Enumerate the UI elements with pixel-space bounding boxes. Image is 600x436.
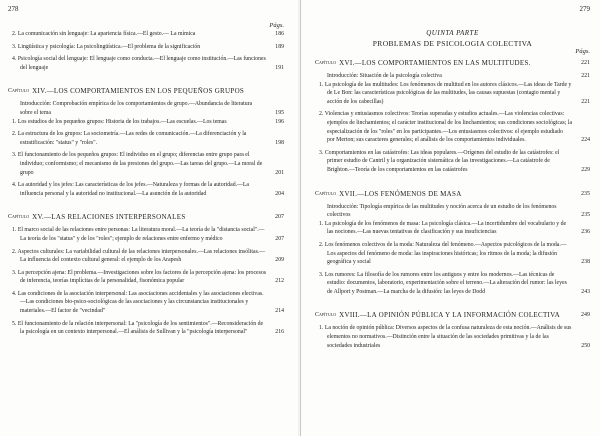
page-ref: 250 — [581, 342, 590, 349]
page-ref: 198 — [275, 139, 284, 146]
chapter-heading-xiv — [8, 87, 284, 96]
entry-body: Las condiciones de la asociación interpersonal: Las asociaciones accidentales y las asociaciones electivas.—Las condiciones bio-psico-sociológicas de las asociaciones y las circunstancias institucionales y materiales.—El factor de "vecindad" — [17, 290, 264, 315]
page-ref: 243 — [581, 288, 590, 295]
entry-body: La autoridad y los jefes: Las características de los jefes.—Naturaleza y formas de la autoridad.—La influencia personal y la autoridad no institucional.—La asunción de la autoridad — [17, 182, 249, 197]
entry-body: El funcionamiento de la relación interpersonal: La "psicología de los sentimientos".—Reconsideración de la psicología en un contexto interpersonal.—El análisis de Sullivan y la "psicología interpersonal" — [17, 320, 264, 336]
toc-entry — [8, 181, 284, 198]
chapter-label: Capítulo — [315, 60, 337, 66]
entry-text — [12, 226, 266, 243]
toc-entry — [8, 55, 284, 72]
entry-text — [12, 181, 266, 198]
entry-number: 3. — [319, 271, 324, 278]
toc-entry — [8, 248, 284, 265]
page-ref: 221 — [581, 60, 590, 66]
entry-text — [12, 290, 266, 316]
toc-entry — [8, 269, 284, 286]
page-ref: 235 — [581, 190, 590, 197]
entry-body: La estructura de los grupos: La sociometría.—Las redes de comunicación.—La diferenciación y la estratificación: "status" y "roles". — [17, 131, 247, 146]
chapter-heading-xv — [8, 213, 284, 222]
entry-text — [319, 110, 573, 144]
page-ref: 196 — [275, 118, 284, 125]
entry-number: 3. — [12, 269, 17, 276]
entry-body: Comportamientos en las catástrofes: Las ideas populares.—Orígenes del estudio de las catástrofes: el primer estudio de Cantril y la organización sistemática de las investigaciones.—La catástrofe de Brighton.—Teoría de los comportamientos en las catástrofes — [324, 149, 560, 173]
entry-list-ch18 — [315, 324, 590, 354]
entry-text — [12, 269, 267, 286]
chapter-heading-xvii — [315, 190, 590, 199]
pags-header: Págs. — [575, 48, 590, 55]
chapter-heading-xviii — [315, 311, 590, 320]
entry-number: 2. — [12, 248, 17, 255]
toc-entry — [8, 130, 284, 147]
entry-text — [12, 320, 266, 337]
right-page — [300, 0, 600, 436]
chapter-title: XIV.—LOS COMPORTAMIENTOS EN LOS PEQUEÑOS GRUPOS — [32, 87, 245, 96]
chapter-label: Capítulo — [8, 88, 30, 95]
entry-body: Aspectos culturales: La variabilidad cultural de las relaciones interpersonales.—Las relaciones insólitas.—La influencia del contexto cultural general: el ejemplo de los Arapesh — [17, 248, 266, 264]
entry-list-ch14 — [8, 118, 284, 203]
page-ref: 216 — [275, 329, 284, 336]
entry-text — [12, 55, 266, 72]
toc-entry — [315, 241, 590, 267]
intro-text: Introducción: Tipología empírica de las multitudes y noción acerca de un estudio de los fenómenos colectivos — [327, 203, 557, 219]
entry-text — [319, 271, 572, 297]
entry-number: 4. — [12, 56, 17, 63]
chapter-title: XVIII.—LA OPINIÓN PÚBLICA Y LA INFORMACIÓN COLECTIVA — [339, 311, 560, 320]
toc-entry — [8, 30, 284, 39]
chapter-title: XVII.—LOS FENÓMENOS DE MASA — [339, 189, 462, 198]
entry-number: 2. — [12, 131, 17, 138]
toc-entry — [315, 149, 590, 175]
intro-text: Introducción: Situación de la psicología colectiva — [327, 73, 442, 79]
entry-text — [12, 130, 266, 147]
chapter-label: Capítulo — [315, 190, 337, 197]
page-ref: 209 — [275, 257, 284, 264]
entry-number: 4. — [12, 290, 17, 297]
page-ref: 207 — [275, 235, 284, 242]
part-title: QUINTA PARTE — [426, 29, 479, 37]
entry-body: La psicología de las multitudes: Los fenómenos de multitud en los autores clásicos.—Las ideas de Tarde y de Le Bon: las características psicológicas de las multitudes, las causas supuestas (contagio mental y acción de los cabecillas) — [324, 81, 572, 105]
toc-entry — [8, 118, 284, 127]
entry-list-ch16 — [315, 81, 590, 179]
entry-body: El funcionamiento de los pequeños grupos: El individuo en el grupo; diferencias entre grupo para el individuo; conformismo; el mecanismo de las presiones del grupo.—Las tareas del grupo.—La moral de grupo — [17, 152, 263, 176]
intro-entry — [315, 72, 590, 81]
toc-entry — [315, 110, 590, 144]
toc-entry — [8, 320, 284, 337]
page-ref: 221 — [581, 73, 590, 79]
page-ref: 207 — [275, 214, 284, 221]
chapter-label: Capítulo — [8, 214, 30, 221]
entry-list-ch15 — [8, 226, 284, 341]
entry-body: Los rumores: La filosofía de los rumores entre los antiguos y entre los modernos.—Las técnicas de estudio: documentos, laboratorio, experimentación sobre el terreno.—La alteración del rumor: las leyes de Allport y Postman.—La marcha de la difusión: las leyes de Dodd — [324, 271, 567, 295]
page-number: 278 — [8, 5, 19, 13]
page-ref: 204 — [275, 190, 284, 197]
page-ref: 235 — [581, 212, 590, 219]
page-ref: 201 — [275, 169, 284, 176]
part-subtitle: PROBLEMAS DE PSICOLOGIA COLECTIVA — [372, 39, 533, 48]
entry-text — [319, 220, 572, 237]
entry-body: La percepción ajena: El problema.—Investigaciones sobre los factores de la percepción ajena: los procesos de inferencia, teorías implícitas de la personalidad, fisonómica popular — [17, 269, 267, 285]
toc-entry — [8, 290, 284, 316]
toc-entry — [315, 324, 590, 350]
entry-text — [12, 248, 266, 265]
entry-number: 2. — [12, 31, 17, 37]
page-ref: 189 — [275, 43, 284, 50]
page-ref: 249 — [581, 312, 590, 319]
entry-text — [319, 241, 572, 267]
page-ref: 236 — [581, 229, 590, 236]
entry-list-ch13 — [8, 30, 284, 76]
page-ref: 221 — [581, 98, 590, 105]
entry-text — [12, 43, 266, 52]
page-ref: 195 — [275, 109, 284, 116]
entry-text — [12, 151, 266, 177]
entry-number: 3. — [12, 152, 17, 159]
entry-number: 1. — [319, 325, 324, 332]
entry-text — [319, 324, 572, 350]
entry-text — [319, 81, 572, 107]
entry-body: La psicología de los fenómenos de masa: La psicología clásica.—La incertidumbre del vocabulario y de las nociones.—Las nuevas tentativas de clasificación y sus insuficiencias — [324, 220, 567, 236]
entry-body: Violencias y entusiasmos colectivos: Teorías superadas y estudios actuales.—Las violencias colectivas: ejemplos de linchamientos; el carácter institucional de los linchamientos; sus condiciones sociológicas; la especialización de los "roles" en los participantes.—Los entusiasmos colectivos: el ejemplo estudiado por Merton; sus caracteres generales; el análisis de los comportamientos individuales. — [324, 111, 573, 144]
entry-number: 1. — [319, 220, 324, 227]
entry-number: 2. — [319, 111, 324, 118]
entry-number: 1. — [319, 81, 324, 88]
entry-body: La comunicación sin lenguaje: La apariencia física.—El gesto.— La mímica — [17, 31, 196, 37]
page-ref: 212 — [275, 278, 284, 285]
entry-number: 4. — [12, 182, 17, 189]
page-ref: 224 — [581, 137, 590, 144]
entry-text — [12, 30, 266, 39]
entry-number: 2. — [319, 241, 324, 248]
entry-body: La noción de opinión pública: Diversos aspectos de la confusa naturaleza de esta noción.—Análisis de sus elementos no normativos.—Distinción entre la situación de las sociedades primitivas y la de las sociedades industriales — [324, 325, 572, 349]
entry-text — [319, 149, 572, 175]
page-ref: 229 — [581, 166, 590, 173]
page-number: 279 — [579, 5, 590, 13]
entry-list-ch17 — [315, 220, 590, 301]
chapter-heading-xvi — [315, 59, 590, 68]
entry-number: 5. — [12, 320, 17, 327]
toc-entry — [8, 226, 284, 243]
toc-entry — [8, 43, 284, 52]
chapter-title: XV.—LAS RELACIONES INTERPERSONALES — [32, 213, 186, 222]
intro-text: Introducción: Comprobación empírica de los comportamientos de grupo.—Abundancia de literatura sobre el tema — [20, 101, 253, 116]
page-ref: 238 — [581, 259, 590, 266]
page-ref: 186 — [275, 31, 284, 37]
toc-entry — [315, 81, 590, 107]
entry-text — [12, 118, 266, 127]
toc-entry — [315, 220, 590, 237]
chapter-label: Capítulo — [315, 312, 337, 319]
entry-number: 3. — [12, 43, 17, 50]
pags-header: Págs. — [269, 22, 284, 29]
page-ref: 214 — [275, 308, 284, 315]
entry-body: El marco social de las relaciones entre personas: La literatura moral.—La teoría de la "distancia social".—La teoría de los "status" y de los "roles"; ejemplo de relaciones entre enfermo y médico — [17, 227, 265, 242]
intro-entry — [315, 203, 590, 220]
page-ref: 191 — [275, 64, 284, 71]
intro-entry — [8, 100, 284, 117]
entry-number: 3. — [319, 149, 324, 156]
chapter-title: XVI.—LOS COMPORTAMIENTOS EN LAS MULTITUDES. — [339, 59, 531, 67]
entry-body: Psicología social del lenguaje: El lenguaje como conducta.—El lenguaje como institución.—Las funciones del lenguaje — [17, 56, 266, 71]
entry-number: 1. — [12, 227, 17, 234]
toc-entry — [8, 151, 284, 177]
entry-number: 1. — [12, 118, 17, 125]
toc-entry — [315, 271, 590, 297]
entry-body: Los estudios de los pequeños grupos: Historia de los trabajos.—Las escuelas.—Los temas — [17, 118, 227, 125]
entry-body: Los fenómenos colectivos de la moda: Naturaleza del fenómeno.—Aspectos psicológicos de la moda.—Los aspectos del fenómeno de moda: las inspiraciones históricas; los ritmos de la moda; la difusión geográfica y social — [324, 241, 567, 266]
entry-body: Lingüística y psicología: La psicolingüística.—El problema de la significación — [17, 43, 201, 50]
